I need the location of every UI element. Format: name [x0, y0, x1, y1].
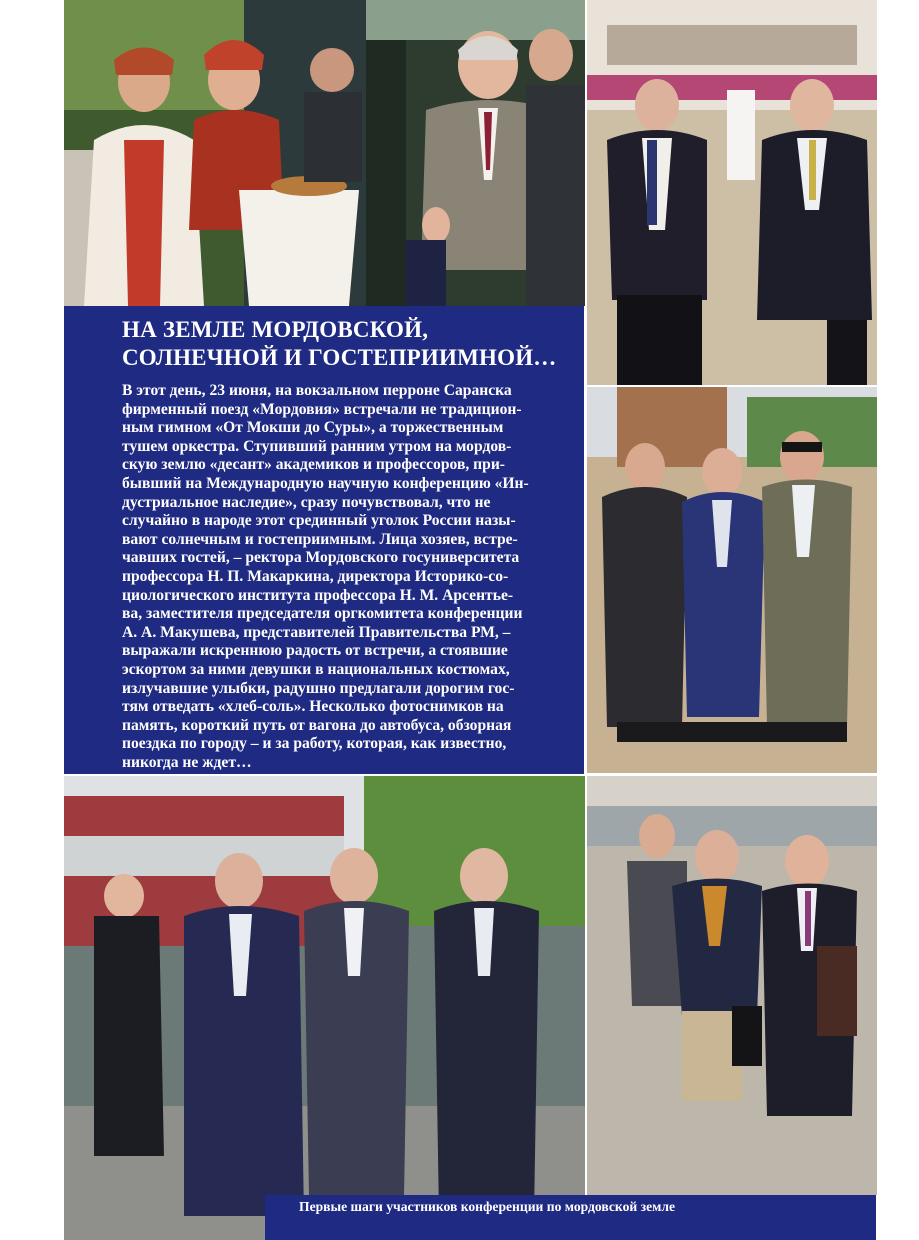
article-body-line: вают солнечным и гостеприимным. Лица хозяев, встре- — [122, 530, 518, 548]
article-body-line: В этот день, 23 июня, на вокзальном перроне Саранска — [122, 382, 512, 399]
article-title-line: СОЛНЕЧНОЙ И ГОСТЕПРИИМНОЙ… — [122, 345, 557, 370]
photo-three-men-standing — [587, 387, 877, 773]
article-title — [122, 316, 584, 372]
article-body-line: случайно в народе этот срединный уголок России назы- — [122, 512, 516, 530]
article-body-line: фирменный поезд «Мордовия» встречали не традицион- — [122, 400, 522, 418]
article-body-line: профессора Н. П. Макаркина, директора Историко-со- — [122, 567, 509, 585]
article-body-line: циологического института профессора Н. М. Арсентье- — [122, 586, 514, 604]
photo-caption-text: Первые шаги участников конференции по мордовской земле — [299, 1199, 676, 1214]
article-body-line: ва, заместителя председателя оргкомитета конференции — [122, 605, 523, 623]
article-body-line: чавших гостей, – ректора Мордовского госуниверситета — [122, 549, 520, 567]
article-body-line: никогда не ждет… — [122, 753, 252, 771]
article-body-line: тям отведать «хлеб-соль». Несколько фотоснимков на — [122, 698, 504, 716]
photo-officials-platform — [587, 0, 877, 385]
article-body-line: бывший на Международную научную конференцию «Ин- — [122, 474, 529, 492]
photo-men-walking-square — [587, 776, 877, 1195]
article-body-line: А. А. Макушева, представителей Правительства РМ, – — [122, 623, 511, 641]
article-title-line: НА ЗЕМЛЕ МОРДОВСКОЙ, — [122, 317, 429, 342]
photo-caption — [265, 1195, 876, 1240]
article-body-line: эскортом за ними девушки в национальных костюмах, — [122, 660, 510, 678]
photo-group-walking-train — [64, 776, 585, 1240]
article-body-line: скую землю «десант» академиков и профессоров, при- — [122, 456, 505, 474]
article-body-line: ным гимном «От Мокши до Суры», а торжественным — [122, 419, 504, 437]
article-body-line: дустриальное наследие», сразу почувствовал, что не — [122, 493, 491, 511]
article-panel — [64, 306, 584, 774]
article-body-line: выражали искреннюю радость от встречи, а стоявшие — [122, 642, 508, 660]
photo-welcome-girls — [64, 0, 366, 306]
photo-arrival-handshake — [366, 0, 585, 306]
article-body-line: тушем оркестра. Ступивший ранним утром на мордов- — [122, 437, 512, 455]
article-body-line: излучавшие улыбки, радушно предлагали дорогим гос- — [122, 679, 515, 697]
article-body — [122, 382, 584, 772]
article-body-line: поездка по городу – и за работу, которая, как известно, — [122, 735, 507, 753]
article-body-line: память, короткий путь от вагона до автобуса, обзорная — [122, 716, 512, 734]
